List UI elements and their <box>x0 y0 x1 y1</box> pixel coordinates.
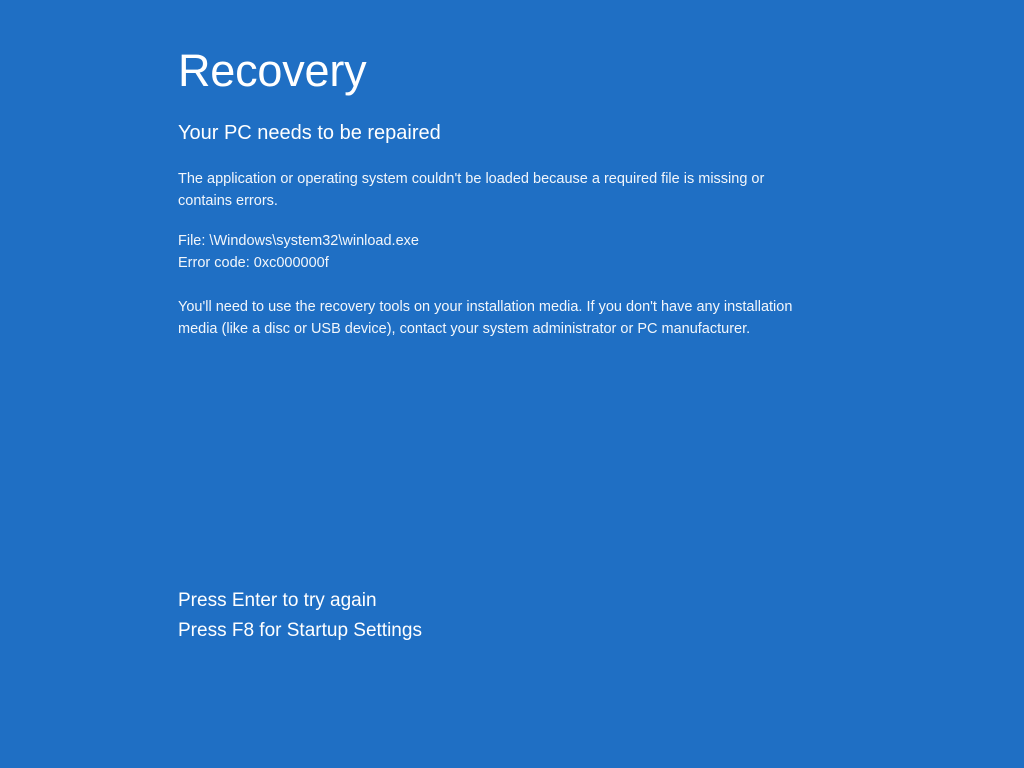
error-file-path: File: \Windows\system32\winload.exe <box>178 233 419 249</box>
error-code: Error code: 0xc000000f <box>178 255 329 271</box>
recovery-instructions: You'll need to use the recovery tools on your installation media. If you don't have any installation media (like a disc or USB device), contact your system administrator or PC manufacturer. <box>178 299 793 337</box>
recovery-actions <box>178 586 422 646</box>
error-details <box>178 230 878 274</box>
page-title: Recovery <box>178 45 367 96</box>
recovery-content <box>178 44 878 340</box>
recovery-description: The application or operating system couldn't be loaded because a required file is missing or contains errors. <box>178 171 765 209</box>
action-startup-settings[interactable]: Press F8 for Startup Settings <box>178 620 422 641</box>
recovery-subtitle: Your PC needs to be repaired <box>178 122 441 144</box>
action-retry[interactable]: Press Enter to try again <box>178 590 377 611</box>
